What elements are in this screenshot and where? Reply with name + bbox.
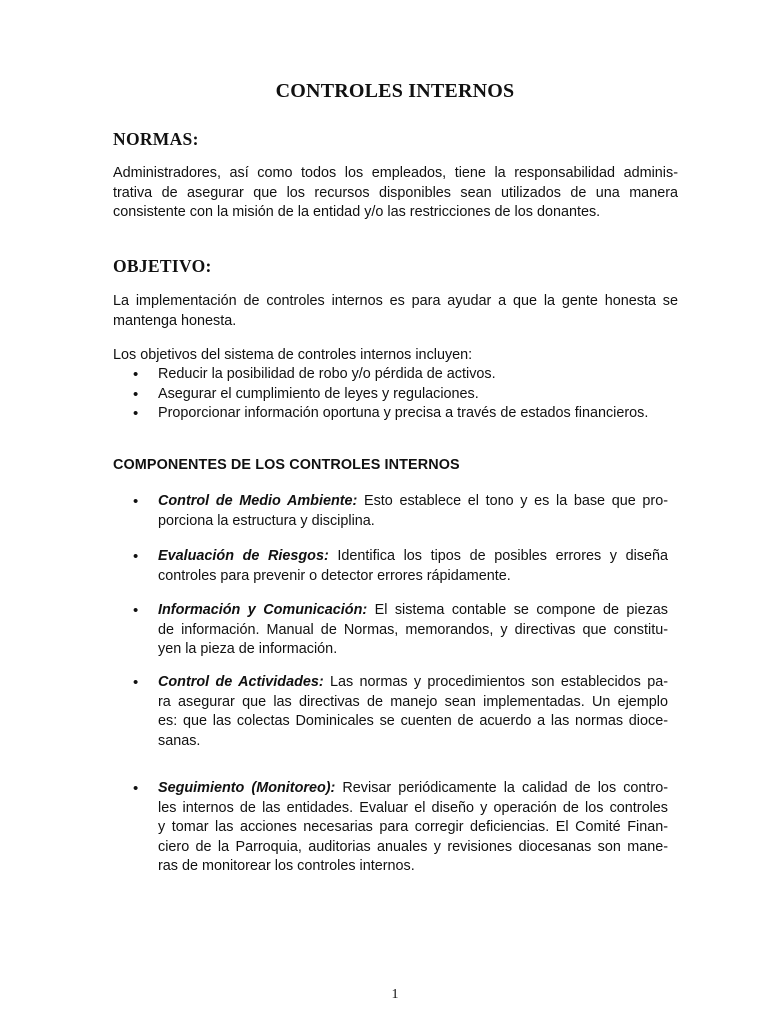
component-line: y tomar las acciones necesarias para corregir deficiencias. El Comité Finan-: [158, 819, 668, 835]
componentes-heading: COMPONENTES DE LOS CONTROLES INTERNOS: [113, 457, 460, 473]
component-line: [158, 601, 668, 621]
objetivo-intro: [113, 292, 678, 331]
normas-line: Administradores, así como todos los empleados, tiene la responsabilidad adminis-: [113, 165, 678, 181]
bullet-icon: •: [133, 780, 139, 797]
objetivo-heading: OBJETIVO:: [113, 256, 212, 276]
bullet-icon: •: [133, 405, 139, 422]
component-line: yen la pieza de información.: [158, 641, 338, 657]
component-item: [113, 492, 673, 531]
component-item: [113, 547, 673, 586]
component-line: ra asegurar que las directivas de manejo sean implementadas. Un ejemplo: [158, 693, 668, 710]
normas-line: trativa de asegurar que los recursos disponibles sean utilizados de una manera: [113, 184, 678, 201]
component-text: Esto establece el tono y es la base que pro-: [357, 493, 668, 509]
component-term: Información y Comunicación:: [158, 602, 368, 618]
component-line: ras de monitorear los controles internos.: [158, 858, 415, 874]
list-item: [113, 365, 693, 385]
list-item-text: Proporcionar información oportuna y precisa a través de estados financieros.: [158, 405, 649, 421]
objetivo-list: [113, 365, 693, 424]
component-text: Las normas y procedimientos son establecidos pa-: [323, 674, 668, 690]
component-line: ciero de la Parroquia, auditorias anuales y revisiones diocesanas son mane-: [158, 838, 668, 855]
component-term: Control de Actividades:: [158, 674, 324, 690]
component-item: [113, 601, 673, 660]
page-number: 1: [391, 987, 399, 1002]
component-line: es: que las colectas Dominicales se cuenten de acuerdo a las normas dioce-: [158, 713, 668, 729]
normas-line: consistente con la misión de la entidad y/o las restricciones de los donantes.: [113, 204, 601, 220]
component-term: Seguimiento (Monitoreo):: [158, 780, 336, 796]
component-line: sanas.: [158, 732, 201, 749]
bullet-icon: •: [133, 548, 139, 565]
component-line: [158, 779, 668, 799]
component-item: [113, 779, 673, 877]
component-line: controles para prevenir o detector errores rápidamente.: [158, 567, 511, 584]
component-line: [158, 673, 668, 693]
component-body: [158, 779, 668, 877]
list-item: [113, 404, 693, 424]
component-text: El sistema contable se compone de piezas: [367, 602, 668, 618]
list-item-text: Reducir la posibilidad de robo y/o pérdida de activos.: [158, 366, 496, 382]
normas-paragraph: [113, 164, 678, 223]
objetivo-intro-line: La implementación de controles internos es para ayudar a que la gente honesta se: [113, 293, 678, 309]
component-body: [158, 601, 668, 660]
list-item: [113, 385, 693, 405]
bullet-icon: •: [133, 366, 139, 383]
component-line: les internos de las entidades. Evaluar el diseño y operación de los controles: [158, 799, 668, 816]
objetivo-list-intro: Los objetivos del sistema de controles internos incluyen:: [113, 347, 473, 363]
document-title: CONTROLES INTERNOS: [275, 80, 515, 102]
component-line: [158, 547, 668, 567]
component-line: de información. Manual de Normas, memorandos, y directivas que constitu-: [158, 621, 668, 638]
component-text: Revisar periódicamente la calidad de los contro-: [335, 780, 668, 796]
bullet-icon: •: [133, 385, 139, 403]
component-line: porciona la estructura y disciplina.: [158, 512, 375, 529]
component-body: [158, 547, 668, 586]
component-term: Control de Medio Ambiente:: [158, 493, 358, 509]
bullet-icon: •: [133, 493, 139, 510]
component-text: Identifica los tipos de posibles errores y diseña: [328, 548, 668, 564]
component-item: [113, 673, 673, 751]
objetivo-intro-line: mantenga honesta.: [113, 312, 237, 329]
normas-heading: NORMAS:: [113, 129, 199, 149]
list-item-text: Asegurar el cumplimiento de leyes y regulaciones.: [158, 385, 479, 402]
component-term: Evaluación de Riesgos:: [158, 548, 329, 564]
bullet-icon: •: [133, 674, 139, 691]
component-line: [158, 492, 668, 512]
component-body: [158, 492, 668, 531]
component-body: [158, 673, 668, 751]
bullet-icon: •: [133, 602, 139, 619]
